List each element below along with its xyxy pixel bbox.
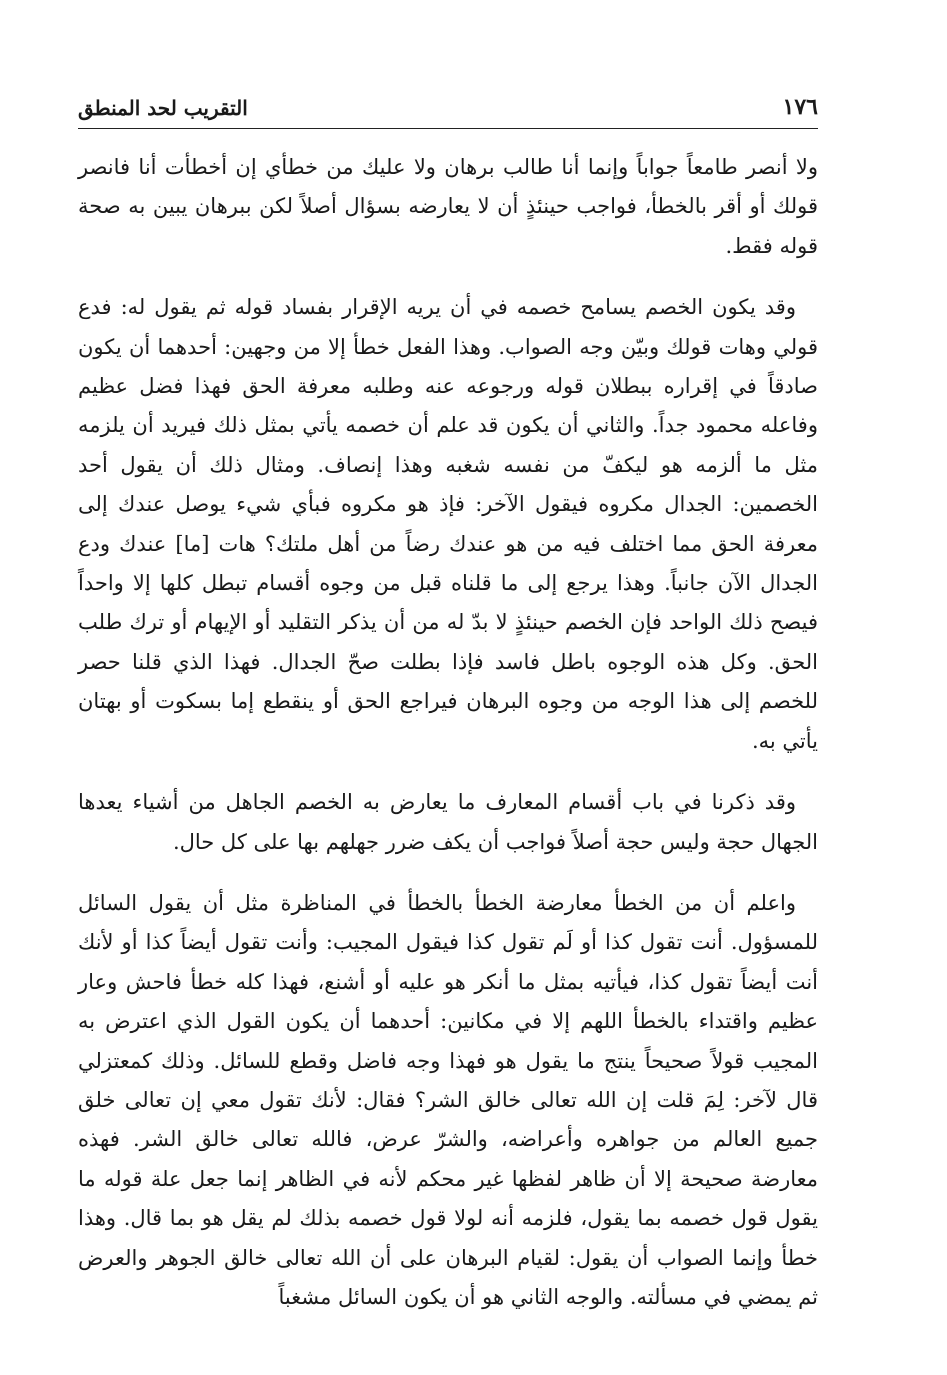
running-title: التقريب لحد المنطق <box>78 96 248 120</box>
header-rule <box>78 128 818 129</box>
paragraph-2: وقد يكون الخصم يسامح خصمه في أن يريه الإقرار بفساد قوله ثم يقول له: فدع قولي وهات قولك وبيّن وجه الصواب. وهذا الفعل خطأ إلا من وجهين: أحدهما أن يكون صادقاً في إقراره ببطلان قوله ورجوعه عنه وطلبه معرفة الحق فهذا فضل عظيم وفاعله محمود جداً. والثاني أن يكون قد علم أن خصمه يأتي بمثل ذلك فيريد أن يلزمه مثل ما ألزمه هو ليكفّ من نفسه شغبه وهذا إنصاف. ومثال ذلك أن يقول أحد الخصمين: الجدال مكروه فيقول الآخر: فإذ هو مكروه فبأي شيء يوصل عندك إلى معرفة الحق مما اختلف فيه من هو عندك رضاً من أهل ملتك؟ هات [ما] عندك ودع الجدال الآن جانباً. وهذا يرجع إلى ما قلناه قبل من وجوه أقسام تبطل كلها إلا واحداً فيصح ذلك الواحد فإن الخصم حينئذٍ لا بدّ له من أن يذكر التقليد أو الإيهام أو ترك طلب الحق. وكل هذه الوجوه باطل فاسد فإذا بطلت صحّ الجدال. فهذا الذي قلنا حصر للخصم إلى هذا الوجه من وجوه البرهان فيراجع الحق أو ينقطع إما بسكوت أو بهتان يأتي به. <box>78 295 818 753</box>
paragraph-3: وقد ذكرنا في باب أقسام المعارف ما يعارض به الخصم الجاهل من أشياء يعدها الجهال حجة وليس حجة أصلاً فواجب أن يكف ضرر جهلهم بها على كل حال. <box>78 790 818 854</box>
paragraph-1: ولا أنصر طامعاً جواباً وإنما أنا طالب برهان ولا عليك من خطأي إن أخطأت أنا فانصر قولك أو أقر بالخطأ، فواجب حينئذٍ أن لا يعارضه بسؤال أصلاً لكن ببرهان يبين به صحة قوله فقط. <box>78 155 818 258</box>
page-number: ١٧٦ <box>782 94 818 120</box>
body-text <box>78 148 818 1317</box>
paragraph-4: واعلم أن من الخطأ معارضة الخطأ بالخطأ في المناظرة مثل أن يقول السائل للمسؤول. أنت تقول كذا أو لَم تقول كذا فيقول المجيب: وأنت تقول أيضاً كذا أو لأنك أنت أيضاً تقول كذا، فيأتيه بمثل ما أنكر هو عليه أو أشنع، فهذا كله خطأ فاحش وعار عظيم واقتداء بالخطأ اللهم إلا في مكانين: أحدهما أن يكون القول الذي اعترض به المجيب قولاً صحيحاً ينتج ما يقول هو فهذا وجه فاضل وقطع للسائل. وذلك كمعتزلي قال لآخر: لِمَ قلت إن الله تعالى خالق الشر؟ فقال: لأنك تقول معي إن تعالى خلق جميع العالم من جواهره وأعراضه، والشرّ عرض، فالله تعالى خالق الشر. فهذه معارضة صحيحة إلا أن ظاهر لفظها غير محكم لأنه في الظاهر إنما جعل علة قوله ما يقول قول خصمه بما يقول، فلزمه أنه لولا قول خصمه بذلك لم يقل هو بما قال. وهذا خطأ وإنما الصواب أن يقول: لقيام البرهان على أن الله تعالى خالق الجوهر والعرض ثم يمضي في مسألته. والوجه الثاني هو أن يكون السائل مشغباً <box>78 890 818 1309</box>
running-head <box>78 92 818 126</box>
